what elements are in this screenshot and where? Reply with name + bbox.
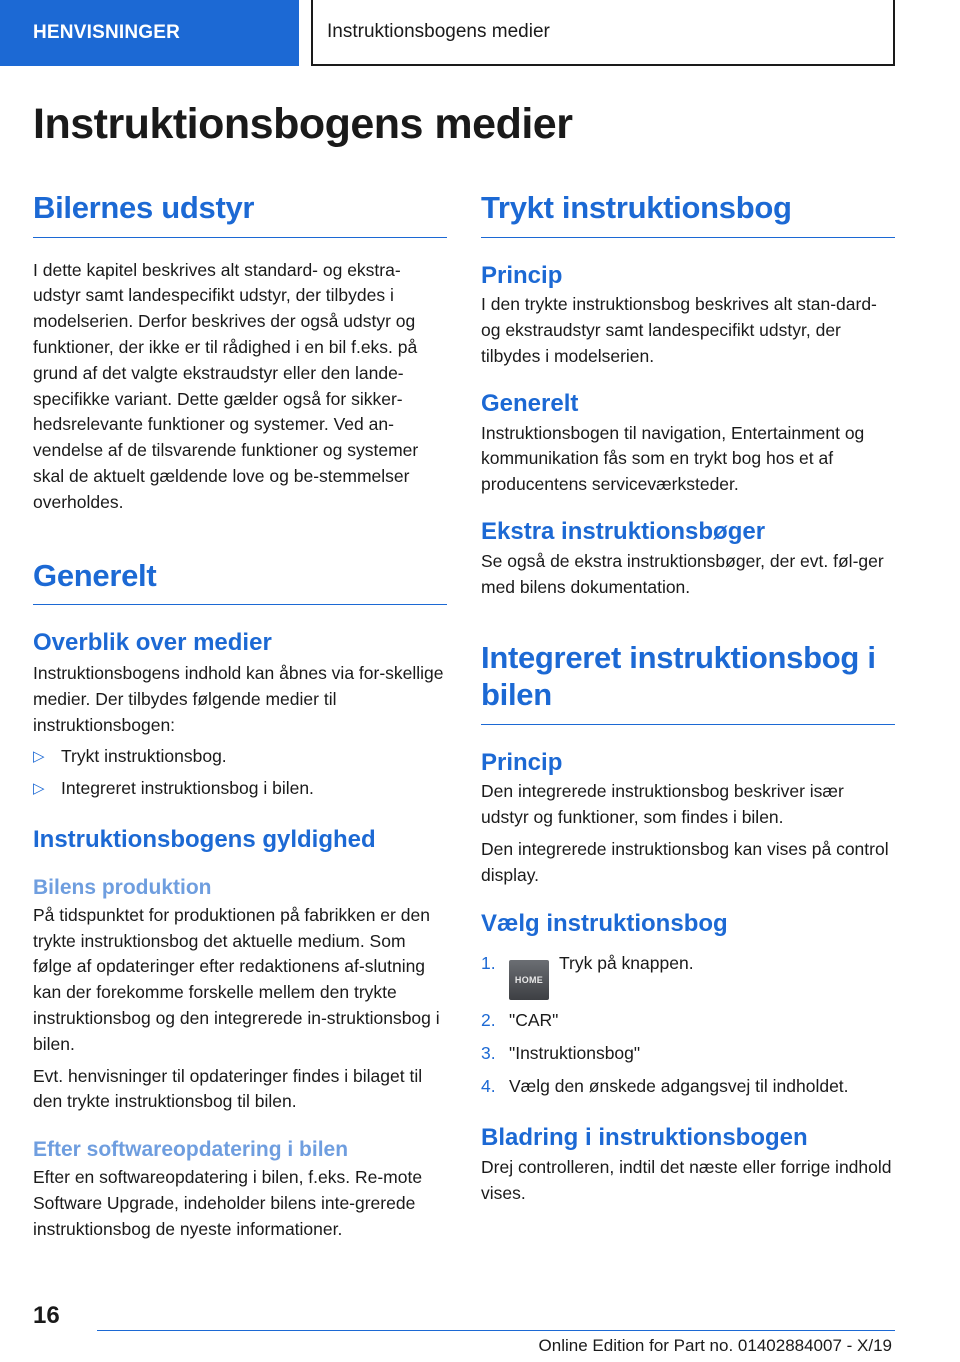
paragraph-softwareopdatering: Efter en softwareopdatering i bilen, f.eks. Re-mote Software Upgrade, indeholder bilens inte-grerede instruktionsbog de nyeste informationer.	[33, 1167, 423, 1240]
section-heading-generelt: Generelt	[33, 558, 447, 606]
step-number: 4.	[481, 1075, 496, 1096]
step-text: Tryk på knappen.	[559, 953, 694, 974]
list-item-text: Integreret instruktionsbog i bilen.	[61, 778, 314, 799]
step-number: 2.	[481, 1010, 496, 1031]
subheading-overblik: Overblik over medier	[33, 629, 272, 657]
footer-edition-text: Online Edition for Part no. 01402884007 - X/19	[538, 1336, 892, 1355]
paragraph-bilens-produktion: På tidspunktet for produktionen på fabrikken er den trykte instruktionsbog det aktuelle medium. Som følge af opdateringer efter redaktionens af-slutning kan der forekomme forskelle mellem den trykte instruktionsbog og den integrerede in-struktionsbog i bilen.	[33, 904, 440, 1054]
triangle-bullet-icon: ▷	[33, 748, 45, 766]
paragraph-princip-integreret-1: Den integrerede instruktionsbog beskriver især udstyr og funktioner, som findes i bilen.	[481, 781, 844, 828]
media-list	[33, 744, 447, 802]
header-section-tab: HENVISNINGER	[0, 0, 299, 66]
header-chapter-title: Instruktionsbogens medier	[327, 21, 550, 42]
steps-list	[481, 951, 895, 1099]
subheading-ekstra: Ekstra instruktionsbøger	[481, 517, 766, 545]
subheading-bladring: Bladring i instruktionsbogen	[481, 1123, 808, 1151]
list-item	[481, 1041, 895, 1067]
step-number: 1.	[481, 953, 496, 974]
paragraph-overblik: Instruktionsbogens indhold kan åbnes via for-skellige medier. Der tilbydes følgende medier til instruktionsbogen:	[33, 662, 444, 735]
paragraph-bladring: Drej controlleren, indtil det næste eller forrige indhold vises.	[481, 1157, 892, 1204]
list-item	[33, 744, 447, 770]
subheading-princip-trykt: Princip	[481, 261, 563, 289]
paragraph-bilernes-udstyr: I dette kapitel beskrives alt standard- og ekstra-udstyr samt landespecifikt udstyr, der tilbydes i modelserien. Derfor beskrives der også udstyr og funktioner, der ikke er til rådighed i en bil f.eks. på grund af det valgte ekstraudstyr eller den lande-specifikke variant. Dette gælder også for sikker-hedsrelevante funktioner og systemer. Ved an-vendelse af de tilsvarende funktioner og systemer skal de aktuelt gældende love og be-stemmelser overholdes.	[33, 259, 419, 512]
paragraph-henvisninger: Evt. henvisninger til opdateringer findes i bilaget til den trykte instruktionsbog til bilen.	[33, 1065, 423, 1112]
paragraph-princip-integreret-2: Den integrerede instruktionsbog kan vises på control display.	[481, 838, 889, 885]
footer-divider	[97, 1330, 895, 1331]
step-text: "Instruktionsbog"	[509, 1043, 641, 1064]
list-item	[481, 1074, 895, 1100]
page-number: 16	[33, 1302, 60, 1329]
subheading-princip-integreret: Princip	[481, 748, 563, 776]
list-item	[33, 776, 447, 802]
left-column	[33, 190, 447, 1243]
paragraph-princip-trykt: I den trykte instruktionsbog beskrives alt stan-dard- og ekstraudstyr samt landespecifikt udstyr, der tilbydes i modelserien.	[481, 294, 877, 366]
section-heading-trykt: Trykt instruktionsbog	[481, 190, 895, 238]
subheading-vaelg: Vælg instruktionsbog	[481, 910, 728, 938]
home-button-icon: HOME	[509, 960, 549, 1000]
step-text: "CAR"	[509, 1010, 559, 1031]
list-item	[481, 951, 895, 1000]
list-item	[481, 1008, 895, 1034]
subsubheading-bilens-produktion: Bilens produktion	[33, 875, 212, 899]
right-column	[481, 190, 895, 1207]
paragraph-generelt-trykt: Instruktionsbogen til navigation, Entertainment og kommunikation fås som en trykt bog hos et af producentens serviceværksteder.	[481, 422, 865, 495]
header-chapter-box	[311, 0, 895, 66]
triangle-bullet-icon: ▷	[33, 780, 45, 798]
list-item-text: Trykt instruktionsbog.	[61, 746, 227, 767]
paragraph-ekstra: Se også de ekstra instruktionsbøger, der evt. føl-ger med bilens dokumentation.	[481, 550, 884, 597]
step-text: Vælg den ønskede adgangsvej til indholdet.	[509, 1075, 849, 1096]
subheading-gyldighed: Instruktionsbogens gyldighed	[33, 825, 376, 853]
subheading-generelt-trykt: Generelt	[481, 389, 579, 417]
subsubheading-softwareopdatering: Efter softwareopdatering i bilen	[33, 1138, 349, 1162]
section-heading-integreret: Integreret instruktionsbog i bilen	[481, 640, 895, 724]
step-number: 3.	[481, 1043, 496, 1064]
page-title: Instruktionsbogens medier	[33, 100, 573, 148]
section-heading-bilernes-udstyr: Bilernes udstyr	[33, 190, 447, 238]
